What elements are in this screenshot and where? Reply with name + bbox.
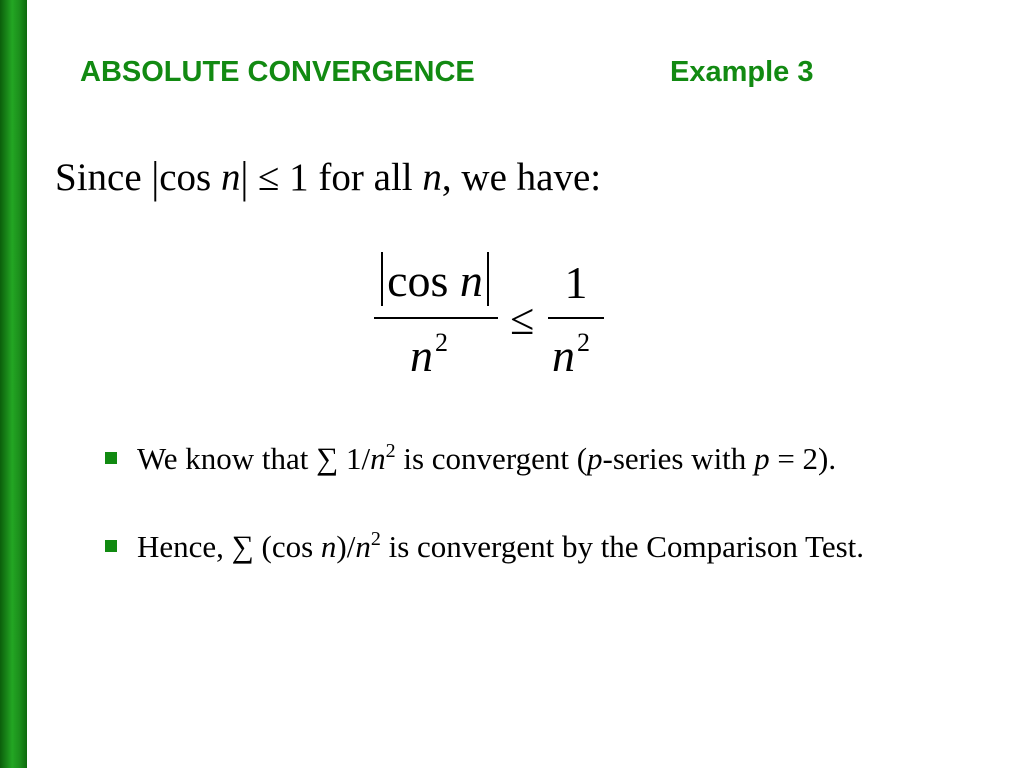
comparison-inequality bbox=[372, 246, 612, 386]
intro-cos: cos bbox=[159, 156, 221, 199]
bullet-text: )/ bbox=[336, 529, 356, 564]
abs-open-bar: | bbox=[151, 152, 160, 203]
bullet-item bbox=[137, 524, 957, 570]
intro-suffix: , we have: bbox=[441, 156, 602, 199]
bullet-text: -series with bbox=[602, 441, 755, 476]
bullet-text: = 2). bbox=[769, 441, 837, 476]
slide-title: ABSOLUTE CONVERGENCE bbox=[80, 56, 475, 88]
leq-symbol: ≤ bbox=[510, 295, 535, 344]
intro-prefix: Since bbox=[55, 156, 152, 199]
right-denominator bbox=[552, 328, 590, 382]
left-num-cos: cos bbox=[387, 255, 449, 306]
bullet-var-p: p bbox=[754, 441, 770, 476]
left-den-base: n bbox=[410, 330, 433, 381]
example-label: Example 3 bbox=[670, 56, 814, 88]
bullet-square-icon bbox=[105, 540, 117, 552]
right-fraction-line bbox=[548, 317, 604, 319]
bullet-item bbox=[137, 436, 957, 482]
intro-var-n-2: n bbox=[422, 156, 442, 199]
right-fraction bbox=[548, 246, 608, 386]
intro-var-n: n bbox=[220, 156, 241, 199]
abs-close-bar: | bbox=[240, 152, 249, 203]
left-numerator bbox=[372, 252, 498, 307]
left-fraction bbox=[372, 246, 498, 386]
bullet-var-n: n bbox=[355, 529, 371, 564]
left-num-n: n bbox=[459, 255, 483, 306]
bullet-text: Hence, ∑ (cos bbox=[137, 529, 321, 564]
bullet-text: We know that ∑ 1/ bbox=[137, 441, 371, 476]
left-denominator bbox=[410, 328, 448, 382]
bullet-var-p: p bbox=[587, 441, 603, 476]
bullet-exponent: 2 bbox=[385, 440, 396, 462]
abs-bar-right bbox=[487, 252, 489, 306]
left-den-exponent: 2 bbox=[435, 328, 448, 357]
right-den-base: n bbox=[552, 330, 575, 381]
left-fraction-line bbox=[374, 317, 498, 319]
bullet-exponent: 2 bbox=[370, 528, 381, 550]
bullet-text: is convergent ( bbox=[395, 441, 588, 476]
bullet-var-n: n bbox=[320, 529, 337, 564]
right-den-exponent: 2 bbox=[577, 328, 590, 357]
intro-statement bbox=[55, 152, 602, 203]
right-numerator: 1 bbox=[564, 257, 588, 308]
bullet-text: is convergent by the Comparison Test. bbox=[380, 529, 865, 564]
abs-bar-left bbox=[381, 252, 383, 306]
bullet-square-icon bbox=[105, 452, 117, 464]
intro-middle: ≤ 1 for all bbox=[248, 156, 423, 199]
side-accent-bar bbox=[0, 0, 27, 768]
bullet-var-n: n bbox=[370, 441, 386, 476]
